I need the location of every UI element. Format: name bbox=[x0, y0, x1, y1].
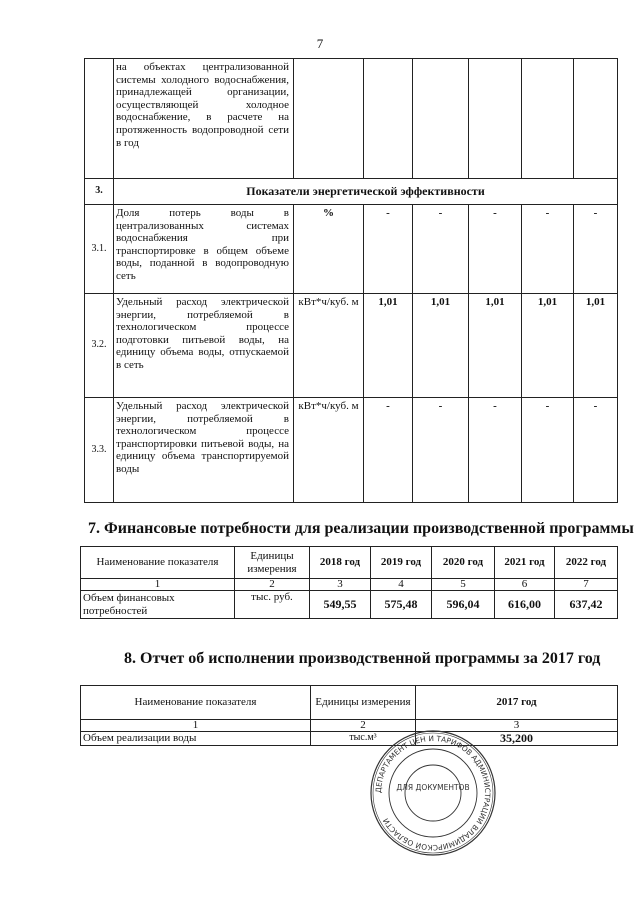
row-name: Объем финансовых потребностей bbox=[81, 591, 235, 619]
index-cell: 2 bbox=[235, 579, 310, 591]
column-header: 2020 год bbox=[432, 547, 495, 579]
row-number: 3.3. bbox=[85, 398, 114, 503]
index-cell: 1 bbox=[81, 720, 311, 732]
row-value: - bbox=[574, 205, 618, 294]
column-header: Единицы измерения bbox=[235, 547, 310, 579]
row-unit: кВт*ч/куб. м bbox=[294, 294, 364, 398]
table-row bbox=[81, 591, 618, 619]
row-value: - bbox=[413, 398, 469, 503]
row-number: 3.2. bbox=[85, 294, 114, 398]
header-row bbox=[81, 686, 618, 720]
row-value: - bbox=[522, 205, 574, 294]
row-value: - bbox=[364, 205, 413, 294]
row-name: Объем реализации воды bbox=[81, 732, 311, 746]
index-cell: 3 bbox=[416, 720, 618, 732]
section-7-heading: 7. Финансовые потребности для реализации производственной программы bbox=[88, 520, 634, 537]
row-value: 596,04 bbox=[432, 591, 495, 619]
header-row bbox=[81, 547, 618, 579]
index-cell: 2 bbox=[311, 720, 416, 732]
section-title: Показатели энергетической эффективности bbox=[114, 179, 618, 205]
official-stamp bbox=[368, 728, 498, 858]
row-value: - bbox=[469, 398, 522, 503]
stamp-ring bbox=[373, 733, 493, 853]
column-header: 2022 год bbox=[555, 547, 618, 579]
execution-report-table bbox=[80, 685, 618, 746]
section-number: 3. bbox=[85, 179, 114, 205]
page-number: 7 bbox=[316, 36, 324, 51]
row-value: - bbox=[522, 398, 574, 503]
row-description: Удельный расход электрической энергии, потребляемой в технологическом процессе подготовки питьевой воды, на единицу объема воды, отпускаемой в сеть bbox=[114, 294, 294, 398]
row-description: Удельный расход электрической энергии, потребляемой в технологическом процессе транспортировки питьевой воды, на единицу объема транспортируемой воды bbox=[114, 398, 294, 503]
stamp-ring-text: ДЕПАРТАМЕНТ ЦЕН И ТАРИФОВ АДМИНИСТРАЦИИ ВЛАДИМИРСКОЙ ОБЛАСТИ bbox=[373, 733, 493, 853]
index-cell: 1 bbox=[81, 579, 235, 591]
financial-needs-table bbox=[80, 546, 618, 619]
row-value: 637,42 bbox=[555, 591, 618, 619]
row-value: 1,01 bbox=[574, 294, 618, 398]
row-value: 35,200 bbox=[416, 732, 618, 746]
row-value: 575,48 bbox=[371, 591, 432, 619]
index-row bbox=[81, 579, 618, 591]
index-cell: 7 bbox=[555, 579, 618, 591]
row-value: 1,01 bbox=[469, 294, 522, 398]
row-number: 3.1. bbox=[85, 205, 114, 294]
continued-cell: на объектах централизованной системы холодного водоснабжения, принадлежащей организации, осуществляющей холодное водоснабжение, в расчете на протяженность водопроводной сети в год bbox=[114, 59, 294, 179]
stamp-outer-ring bbox=[371, 731, 495, 855]
column-header: Наименование показателя bbox=[81, 686, 311, 720]
row-value: 549,55 bbox=[310, 591, 371, 619]
row-unit: кВт*ч/куб. м bbox=[294, 398, 364, 503]
index-row bbox=[81, 720, 618, 732]
row-value: 1,01 bbox=[522, 294, 574, 398]
table-row bbox=[85, 59, 618, 179]
row-value: 616,00 bbox=[495, 591, 555, 619]
column-header: Наименование показателя bbox=[81, 547, 235, 579]
row-unit: тыс. руб. bbox=[235, 591, 310, 619]
row-value: - bbox=[574, 398, 618, 503]
column-header: 2021 год bbox=[495, 547, 555, 579]
column-header: 2018 год bbox=[310, 547, 371, 579]
row-value: - bbox=[469, 205, 522, 294]
section-8-heading: 8. Отчет об исполнении производственной программы за 2017 год bbox=[124, 650, 601, 667]
row-value: - bbox=[413, 205, 469, 294]
table-row bbox=[85, 294, 618, 398]
column-header: 2019 год bbox=[371, 547, 432, 579]
index-cell: 3 bbox=[310, 579, 371, 591]
row-value: - bbox=[364, 398, 413, 503]
table-row bbox=[85, 398, 618, 503]
row-unit: тыс.м³ bbox=[311, 732, 416, 746]
column-header: Единицы измерения bbox=[311, 686, 416, 720]
section-row bbox=[85, 179, 618, 205]
table-row bbox=[85, 205, 618, 294]
energy-efficiency-table bbox=[84, 58, 618, 503]
table-row bbox=[81, 732, 618, 746]
row-value: 1,01 bbox=[364, 294, 413, 398]
stamp-center-text: ДЛЯ ДОКУМЕНТОВ bbox=[396, 783, 470, 792]
index-cell: 6 bbox=[495, 579, 555, 591]
column-header: 2017 год bbox=[416, 686, 618, 720]
row-unit: % bbox=[294, 205, 364, 294]
index-cell: 4 bbox=[371, 579, 432, 591]
index-cell: 5 bbox=[432, 579, 495, 591]
stamp-inner-ring bbox=[405, 765, 461, 821]
row-description: Доля потерь воды в централизованных системах водоснабжения при транспортировке в общем объеме воды, поданной в водопроводную сеть bbox=[114, 205, 294, 294]
row-value: 1,01 bbox=[413, 294, 469, 398]
stamp-ring bbox=[389, 749, 477, 837]
